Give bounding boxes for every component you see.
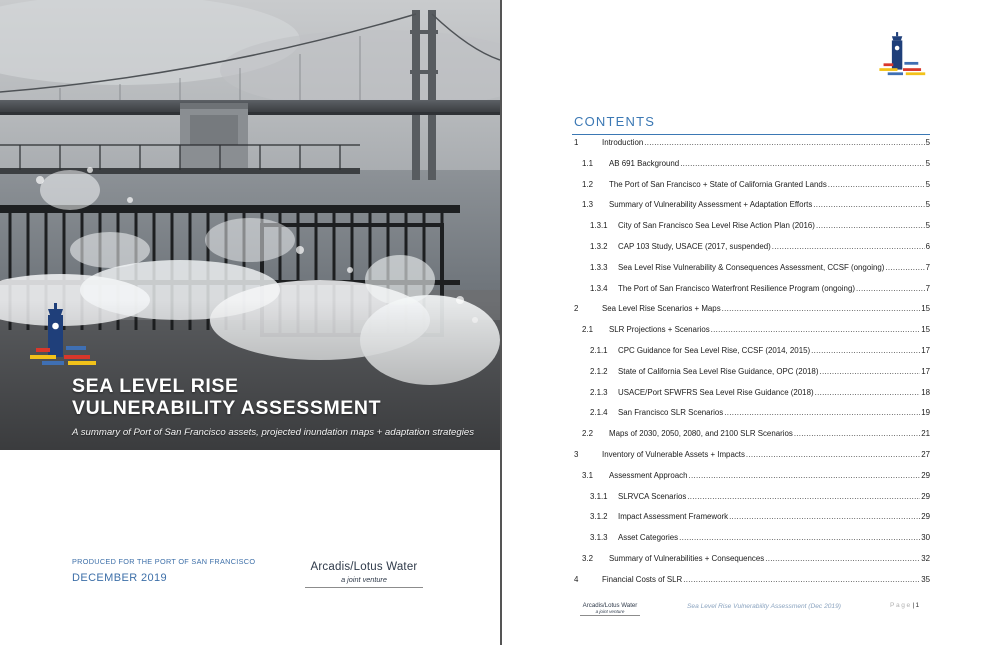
toc-entry-page: 15 (921, 304, 930, 314)
footer-page-label: Page (890, 602, 912, 609)
toc-entry-number: 2.1.4 (590, 408, 608, 418)
cover-subtitle: A summary of Port of San Francisco assets, projected inundation maps + adaptation strategies (72, 427, 474, 438)
toc-dot-leader (689, 471, 921, 480)
brand-tagline: a joint venture (341, 575, 387, 584)
toc-entry[interactable] (572, 429, 930, 450)
contents-heading-rule (572, 134, 930, 135)
toc-entry-number: 1.3.3 (590, 262, 608, 272)
toc-dot-leader (772, 242, 925, 251)
cover-date: DECEMBER 2019 (72, 572, 168, 584)
toc-entry-page: 5 (925, 138, 930, 147)
toc-entry-page: 32 (921, 553, 930, 563)
toc-entry[interactable] (572, 492, 930, 513)
toc-entry-page: 21 (921, 429, 930, 439)
toc-entry-title: SLR Projections + Scenarios (609, 325, 710, 335)
brand-name: Arcadis/Lotus Water (310, 561, 418, 573)
toc-entry-title: SLRVCA Scenarios (618, 491, 687, 501)
toc-entry-number: 1.3.1 (590, 221, 608, 231)
toc-dot-leader (746, 450, 920, 459)
toc-entry-title: Summary of Vulnerability Assessment + Adaptation Efforts (609, 200, 813, 210)
toc-entry-number: 3.1.1 (590, 491, 608, 501)
toc-entry-title: Asset Categories (618, 533, 679, 543)
toc-entry-page: 35 (921, 574, 930, 584)
toc-entry-title: Maps of 2030, 2050, 2080, and 2100 SLR Scenarios (609, 429, 793, 439)
toc-entry-number: 2.1.3 (590, 387, 608, 397)
toc-entry[interactable] (572, 284, 930, 305)
toc-entry-page: 5 (925, 179, 930, 189)
toc-entry-page: 18 (921, 387, 930, 397)
toc-dot-leader (794, 429, 920, 438)
toc-entry-page: 7 (925, 283, 930, 293)
toc-entry-page: 6 (925, 241, 930, 251)
toc-dot-leader (765, 554, 920, 563)
produced-for-text: PRODUCED FOR THE PORT OF SAN FRANCISCO (72, 557, 256, 566)
footer-page-number (890, 602, 919, 609)
toc-dot-leader (711, 325, 921, 334)
toc-entry-page: 19 (921, 408, 930, 418)
toc-entry[interactable] (572, 512, 930, 533)
toc-entry-number: 2.1.1 (590, 345, 608, 355)
toc-entry[interactable] (572, 450, 930, 471)
toc-dot-leader (815, 388, 921, 397)
toc-dot-leader (811, 346, 920, 355)
toc-dot-leader (819, 367, 920, 376)
toc-dot-leader (687, 492, 920, 501)
toc-entry[interactable] (572, 242, 930, 263)
toc-entry-title: City of San Francisco Sea Level Rise Action Plan (2016) (618, 221, 815, 231)
cover-title-line-2: VULNERABILITY ASSESSMENT (72, 397, 382, 419)
toc-entry[interactable] (572, 180, 930, 201)
toc-entry[interactable] (572, 388, 930, 409)
toc-entry-title: USACE/Port SFWFRS Sea Level Rise Guidance (2018) (618, 387, 814, 397)
footer-brand-logo (580, 602, 640, 616)
toc-entry-number: 1.3.4 (590, 283, 608, 293)
port-tower-logo-icon (28, 300, 100, 372)
table-of-contents (572, 138, 930, 596)
toc-dot-leader (729, 512, 920, 521)
toc-entry-title: Inventory of Vulnerable Assets + Impacts (602, 449, 745, 459)
cover-title (72, 375, 381, 419)
toc-entry-page: 29 (921, 470, 930, 480)
footer-brand-tagline: a joint venture (595, 609, 625, 614)
toc-dot-leader (722, 304, 921, 313)
toc-entry-page: 7 (925, 262, 930, 272)
toc-entry[interactable] (572, 575, 930, 596)
toc-entry-number: 1.3 (582, 200, 593, 210)
toc-dot-leader (680, 159, 924, 168)
footer-brand-name: Arcadis/Lotus Water (582, 602, 638, 609)
toc-entry-number: 3 (574, 449, 579, 459)
toc-dot-leader (813, 200, 924, 209)
toc-entry[interactable] (572, 533, 930, 554)
toc-entry-number: 3.1.2 (590, 512, 608, 522)
toc-entry-number: 1.3.2 (590, 241, 608, 251)
toc-entry-page: 5 (925, 221, 930, 231)
toc-entry[interactable] (572, 263, 930, 284)
toc-dot-leader (828, 180, 925, 189)
toc-entry[interactable] (572, 471, 930, 492)
toc-entry-page: 27 (921, 449, 930, 459)
cover-title-line-1: SEA LEVEL RISE (72, 375, 239, 397)
toc-entry-title: Assessment Approach (609, 470, 688, 480)
toc-entry[interactable] (572, 200, 930, 221)
toc-entry-page: 5 (925, 200, 930, 210)
toc-entry[interactable] (572, 325, 930, 346)
toc-entry-page: 15 (921, 325, 930, 335)
toc-entry[interactable] (572, 138, 930, 159)
toc-entry-number: 2.1.2 (590, 366, 608, 376)
toc-entry-title: Sea Level Rise Vulnerability & Consequences Assessment, CCSF (ongoing) (618, 262, 885, 272)
toc-entry-number: 2.2 (582, 429, 593, 439)
toc-entry-title: State of California Sea Level Rise Guidance, OPC (2018) (618, 366, 819, 376)
toc-dot-leader (885, 263, 924, 272)
contents-heading: CONTENTS (574, 114, 656, 129)
toc-entry-number: 3.1.3 (590, 533, 608, 543)
toc-entry-page: 29 (921, 512, 930, 522)
toc-entry-title: CPC Guidance for Sea Level Rise, CCSF (2014, 2015) (618, 345, 811, 355)
toc-dot-leader (816, 221, 925, 230)
toc-entry-title: Sea Level Rise Scenarios + Maps (602, 304, 721, 314)
toc-dot-leader (644, 138, 924, 147)
toc-dot-leader (856, 284, 925, 293)
footer-document-title: Sea Level Rise Vulnerability Assessment (Dec 2019) (687, 603, 841, 610)
toc-entry-number: 2 (574, 304, 579, 314)
toc-entry-title: The Port of San Francisco + State of California Granted Lands (609, 179, 827, 189)
toc-entry-page: 5 (925, 158, 930, 168)
port-tower-logo-icon (878, 30, 928, 80)
toc-entry-number: 1 (574, 138, 579, 147)
contents-page (502, 0, 1000, 645)
toc-entry-number: 2.1 (582, 325, 593, 335)
toc-entry-title: San Francisco SLR Scenarios (618, 408, 724, 418)
toc-entry-title: Impact Assessment Framework (618, 512, 729, 522)
toc-entry-title: CAP 103 Study, USACE (2017, suspended) (618, 241, 771, 251)
footer-page-value: 1 (915, 602, 920, 609)
footer-page-separator: | (912, 602, 915, 609)
toc-entry-page: 29 (921, 491, 930, 501)
toc-entry[interactable] (572, 554, 930, 575)
toc-entry[interactable] (572, 304, 930, 325)
toc-entry[interactable] (572, 159, 930, 180)
cover-brand-logo (305, 561, 423, 588)
toc-entry[interactable] (572, 367, 930, 388)
toc-entry[interactable] (572, 346, 930, 367)
toc-entry-page: 17 (921, 366, 930, 376)
toc-entry-title: Introduction (602, 138, 644, 147)
toc-entry-title: Financial Costs of SLR (602, 574, 683, 584)
toc-entry-number: 1.1 (582, 158, 593, 168)
toc-entry[interactable] (572, 221, 930, 242)
toc-dot-leader (683, 575, 920, 584)
toc-entry-number: 4 (574, 574, 579, 584)
toc-entry-page: 17 (921, 345, 930, 355)
toc-dot-leader (679, 533, 920, 542)
toc-entry-number: 1.2 (582, 179, 593, 189)
toc-entry-title: Summary of Vulnerabilities + Consequences (609, 553, 765, 563)
toc-entry-number: 3.1 (582, 470, 593, 480)
toc-entry[interactable] (572, 408, 930, 429)
toc-entry-title: The Port of San Francisco Waterfront Resilience Program (ongoing) (618, 283, 855, 293)
toc-entry-number: 3.2 (582, 553, 593, 563)
toc-dot-leader (724, 408, 920, 417)
toc-entry-title: AB 691 Background (609, 158, 680, 168)
toc-entry-page: 30 (921, 533, 930, 543)
